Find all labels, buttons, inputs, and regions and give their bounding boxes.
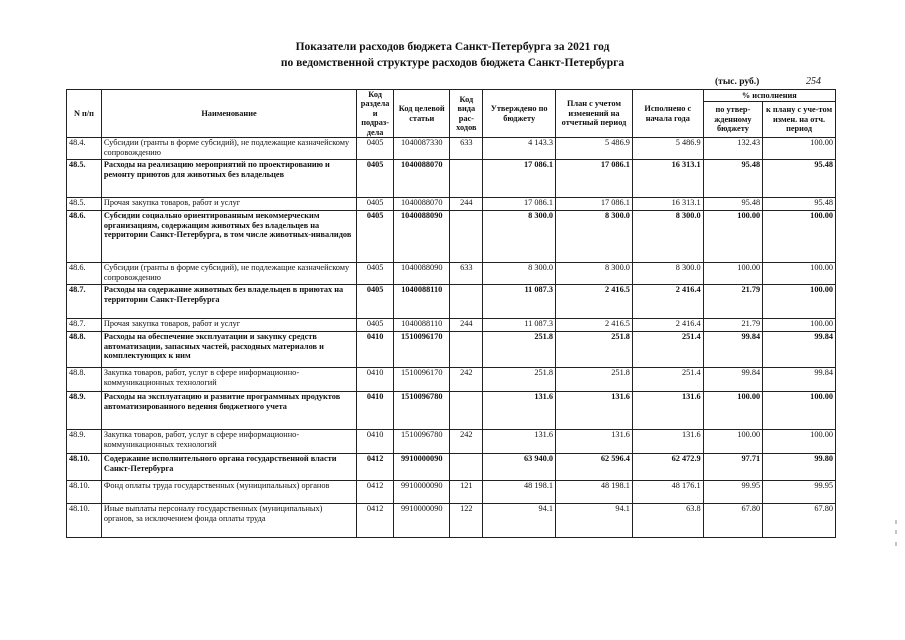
cell-plan: 5 486.9 [556, 138, 633, 160]
table-row [67, 285, 836, 319]
table-row [67, 368, 836, 392]
cell-num: 48.6. [67, 211, 102, 263]
cell-type: 242 [450, 430, 483, 454]
cell-section: 0405 [357, 319, 394, 332]
cell-approved: 251.8 [483, 332, 556, 368]
cell-pct-plan: 100.00 [763, 263, 836, 285]
cell-name: Фонд оплаты труда государственных (муниципальных) органов [101, 481, 356, 504]
cell-pct-plan: 99.80 [763, 454, 836, 481]
cell-pct-approved: 99.84 [703, 368, 762, 392]
cell-section: 0410 [357, 332, 394, 368]
cell-approved: 8 300.0 [483, 263, 556, 285]
cell-executed: 8 300.0 [632, 211, 703, 263]
cell-type: 242 [450, 368, 483, 392]
cell-type: 244 [450, 198, 483, 211]
cell-num: 48.10. [67, 504, 102, 538]
cell-pct-approved: 100.00 [703, 211, 762, 263]
cell-section: 0410 [357, 430, 394, 454]
cell-pct-approved: 100.00 [703, 392, 762, 430]
cell-name: Расходы на обеспечение эксплуатации и закупку средств автоматизации, запасных частей, расходных материалов и комплектующих к ним [101, 332, 356, 368]
cell-executed: 5 486.9 [632, 138, 703, 160]
cell-name: Закупка товаров, работ, услуг в сфере информационно-коммуникационных технологий [101, 368, 356, 392]
cell-approved: 94.1 [483, 504, 556, 538]
cell-pct-plan: 95.48 [763, 160, 836, 198]
cell-target: 1040088090 [394, 263, 450, 285]
cell-approved: 63 940.0 [483, 454, 556, 481]
cell-name: Субсидии (гранты в форме субсидий), не подлежащие казначейскому сопровождению [101, 138, 356, 160]
cell-pct-approved: 132.43 [703, 138, 762, 160]
cell-executed: 63.8 [632, 504, 703, 538]
table-row [67, 454, 836, 481]
col-header-approved: Утверждено по бюджету [483, 90, 556, 138]
cell-num: 48.8. [67, 332, 102, 368]
cell-executed: 251.4 [632, 332, 703, 368]
cell-num: 48.5. [67, 160, 102, 198]
cell-plan: 17 086.1 [556, 198, 633, 211]
cell-section: 0405 [357, 263, 394, 285]
cell-target: 1040088110 [394, 285, 450, 319]
cell-num: 48.4. [67, 138, 102, 160]
units-label: (тыс. руб.) [715, 77, 760, 87]
cell-name: Субсидии социально ориентированным некоммерческим организациям, содержащим животных без владельцев на территории Санкт-Петербурга, в том числе животных-инвалидов [101, 211, 356, 263]
cell-pct-plan: 100.00 [763, 285, 836, 319]
cell-plan: 48 198.1 [556, 481, 633, 504]
table-row [67, 198, 836, 211]
cell-executed: 251.4 [632, 368, 703, 392]
cell-type [450, 285, 483, 319]
report-title-line1: Показатели расходов бюджета Санкт-Петербурга за 2021 год [295, 41, 610, 53]
col-header-plan: План с учетом изменений на отчетный период [556, 90, 633, 138]
cell-name: Расходы на реализацию мероприятий по проектированию и ремонту приютов для животных без владельцев [101, 160, 356, 198]
cell-num: 48.7. [67, 285, 102, 319]
cell-num: 48.9. [67, 392, 102, 430]
cell-name: Прочая закупка товаров, работ и услуг [101, 198, 356, 211]
cell-plan: 62 596.4 [556, 454, 633, 481]
cell-target: 1040088110 [394, 319, 450, 332]
cell-type [450, 160, 483, 198]
cell-section: 0405 [357, 211, 394, 263]
cell-pct-plan: 99.95 [763, 481, 836, 504]
cell-plan: 2 416.5 [556, 319, 633, 332]
cell-pct-plan: 67.80 [763, 504, 836, 538]
cell-pct-approved: 21.79 [703, 319, 762, 332]
cell-plan: 251.8 [556, 332, 633, 368]
cell-name: Закупка товаров, работ, услуг в сфере информационно-коммуникационных технологий [101, 430, 356, 454]
cell-num: 48.6. [67, 263, 102, 285]
cell-section: 0412 [357, 481, 394, 504]
cell-num: 48.9. [67, 430, 102, 454]
cell-name: Субсидии (гранты в форме субсидий), не подлежащие казначейскому сопровождению [101, 263, 356, 285]
table-row [67, 392, 836, 430]
table-row [67, 332, 836, 368]
cell-plan: 2 416.5 [556, 285, 633, 319]
cell-pct-plan: 100.00 [763, 319, 836, 332]
cell-target: 1040088070 [394, 160, 450, 198]
cell-pct-approved: 97.71 [703, 454, 762, 481]
cell-pct-approved: 21.79 [703, 285, 762, 319]
cell-pct-approved: 95.48 [703, 198, 762, 211]
cell-approved: 131.6 [483, 430, 556, 454]
table-row [67, 138, 836, 160]
cell-plan: 8 300.0 [556, 263, 633, 285]
col-header-target: Код целевой статьи [394, 90, 450, 138]
cell-target: 1510096780 [394, 392, 450, 430]
cell-target: 1510096170 [394, 368, 450, 392]
cell-pct-approved: 99.95 [703, 481, 762, 504]
cell-executed: 16 313.1 [632, 160, 703, 198]
cell-executed: 48 176.1 [632, 481, 703, 504]
cell-pct-plan: 100.00 [763, 430, 836, 454]
cell-target: 9910000090 [394, 454, 450, 481]
cell-executed: 131.6 [632, 392, 703, 430]
cell-type [450, 332, 483, 368]
table-row [67, 430, 836, 454]
cell-pct-plan: 100.00 [763, 211, 836, 263]
cell-type [450, 211, 483, 263]
cell-section: 0410 [357, 368, 394, 392]
cell-name: Расходы на содержание животных без владельцев в приютах на территории Санкт-Петербурга [101, 285, 356, 319]
cell-approved: 131.6 [483, 392, 556, 430]
col-header-executed: Исполнено с начала года [632, 90, 703, 138]
col-header-num: N п/п [67, 90, 102, 138]
cell-plan: 131.6 [556, 430, 633, 454]
cell-approved: 17 086.1 [483, 160, 556, 198]
cell-type [450, 454, 483, 481]
cell-pct-approved: 100.00 [703, 263, 762, 285]
cell-pct-approved: 67.80 [703, 504, 762, 538]
col-header-pct-approved: по утвер-жденному бюджету [703, 101, 762, 137]
col-header-name: Наименование [101, 90, 356, 138]
table-row [67, 319, 836, 332]
table-row [67, 504, 836, 538]
cell-num: 48.10. [67, 454, 102, 481]
cell-target: 1040088090 [394, 211, 450, 263]
cell-executed: 131.6 [632, 430, 703, 454]
cell-name: Иные выплаты персоналу государственных (муниципальных) органов, за исключением фонда оплаты труда [101, 504, 356, 538]
cell-target: 1040088070 [394, 198, 450, 211]
cell-section: 0412 [357, 454, 394, 481]
cell-pct-plan: 95.48 [763, 198, 836, 211]
cell-type: 244 [450, 319, 483, 332]
table-row [67, 481, 836, 504]
cell-name: Прочая закупка товаров, работ и услуг [101, 319, 356, 332]
budget-table [66, 89, 836, 538]
cell-pct-approved: 99.84 [703, 332, 762, 368]
cell-section: 0405 [357, 285, 394, 319]
cell-num: 48.5. [67, 198, 102, 211]
cell-executed: 2 416.4 [632, 285, 703, 319]
cell-target: 1510096780 [394, 430, 450, 454]
cell-executed: 16 313.1 [632, 198, 703, 211]
col-header-pct-group: % исполнения [703, 90, 835, 102]
cell-section: 0412 [357, 504, 394, 538]
cell-plan: 8 300.0 [556, 211, 633, 263]
cell-num: 48.10. [67, 481, 102, 504]
cell-type: 633 [450, 263, 483, 285]
report-title-line2: по ведомственной структуре расходов бюджета Санкт-Петербурга [280, 57, 625, 69]
cell-approved: 11 087.3 [483, 285, 556, 319]
cell-plan: 94.1 [556, 504, 633, 538]
cell-type: 122 [450, 504, 483, 538]
cell-executed: 62 472.9 [632, 454, 703, 481]
cell-pct-plan: 99.84 [763, 332, 836, 368]
cell-type: 633 [450, 138, 483, 160]
table-body [67, 138, 836, 538]
margin-mark [893, 520, 899, 550]
cell-approved: 4 143.3 [483, 138, 556, 160]
cell-type: 121 [450, 481, 483, 504]
cell-plan: 17 086.1 [556, 160, 633, 198]
cell-executed: 2 416.4 [632, 319, 703, 332]
cell-approved: 251.8 [483, 368, 556, 392]
cell-pct-plan: 100.00 [763, 392, 836, 430]
cell-target: 1040087330 [394, 138, 450, 160]
cell-num: 48.7. [67, 319, 102, 332]
cell-approved: 11 087.3 [483, 319, 556, 332]
cell-section: 0410 [357, 392, 394, 430]
cell-target: 1510096170 [394, 332, 450, 368]
cell-pct-approved: 95.48 [703, 160, 762, 198]
cell-name: Содержание исполнительного органа государственной власти Санкт-Петербурга [101, 454, 356, 481]
cell-approved: 8 300.0 [483, 211, 556, 263]
table-row [67, 160, 836, 198]
col-header-section: Код раздела и подраз-дела [357, 90, 394, 138]
cell-target: 9910000090 [394, 504, 450, 538]
cell-pct-approved: 100.00 [703, 430, 762, 454]
table-row [67, 211, 836, 263]
cell-approved: 48 198.1 [483, 481, 556, 504]
cell-pct-plan: 100.00 [763, 138, 836, 160]
col-header-type: Код вида рас-ходов [450, 90, 483, 138]
page-number: 254 [806, 76, 821, 87]
cell-section: 0405 [357, 160, 394, 198]
cell-name: Расходы на эксплуатацию и развитие программных продуктов автоматизированного ведения бюджетного учета [101, 392, 356, 430]
cell-num: 48.8. [67, 368, 102, 392]
cell-section: 0405 [357, 138, 394, 160]
cell-target: 9910000090 [394, 481, 450, 504]
cell-type [450, 392, 483, 430]
cell-plan: 131.6 [556, 392, 633, 430]
table-row [67, 263, 836, 285]
cell-plan: 251.8 [556, 368, 633, 392]
cell-approved: 17 086.1 [483, 198, 556, 211]
cell-section: 0405 [357, 198, 394, 211]
col-header-pct-plan: к плану с уче-том измен. на отч. период [763, 101, 836, 137]
cell-pct-plan: 99.84 [763, 368, 836, 392]
cell-executed: 8 300.0 [632, 263, 703, 285]
